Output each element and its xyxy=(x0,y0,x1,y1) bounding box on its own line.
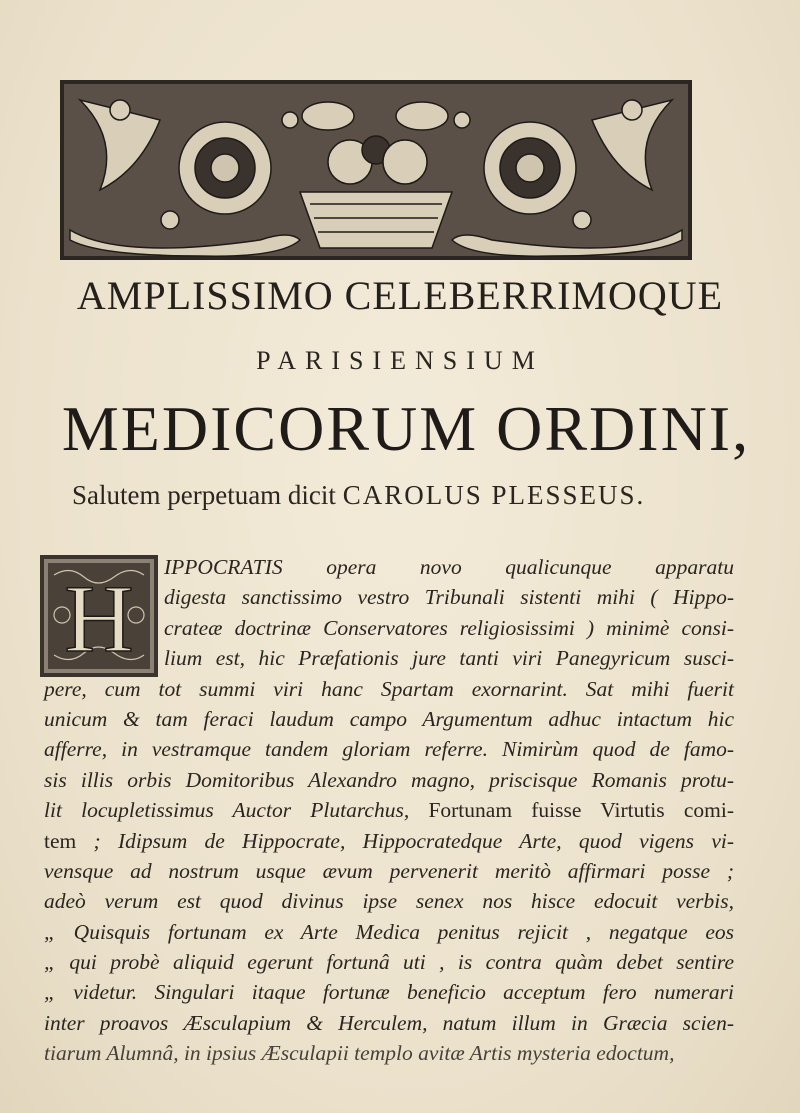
initial-letter: H xyxy=(64,565,134,672)
body-line: IPPOCRATIS opera novo qualicunque apparatu xyxy=(164,555,734,579)
body-line: pere, cum tot summi viri hanc Spartam exornarint. Sat mihi fuerit xyxy=(44,676,734,701)
body-line: „ videtur. Singulari itaque fortunæ beneficio acceptum fero numerari xyxy=(44,980,734,1005)
heading-line-3: MEDICORUM ORDINI, xyxy=(61,393,751,464)
body-line: crateæ doctrinæ Conservatores religiosissimi ) minimè consi- xyxy=(164,615,734,640)
body-line: vensque ad nostrum usque ævum pervenerit meritò affirmari posse ; xyxy=(44,858,734,883)
body-line-mixed xyxy=(44,795,734,825)
body-line: tiarum Alumnâ, in ipsius Æsculapii templo avitæ Artis mysteria edoctum, xyxy=(44,1041,675,1066)
body-line: digesta sanctissimo vestro Tribunali sistenti mihi ( Hippo- xyxy=(164,585,734,610)
body-line-italic-rest: ; Idipsum de Hippocrate, Hippocratedque Arte, quod vigens vi- xyxy=(76,828,734,853)
body-line-italic-part: lit locupletissimus Auctor Plutarchus, xyxy=(44,798,410,823)
body-line: inter proavos Æsculapium & Herculem, natum illum in Græcia scien- xyxy=(44,1010,734,1035)
body-line-roman-part: Fortunam fuisse Virtutis comi- xyxy=(428,798,735,823)
heading-line-1: AMPLISSIMO CELEBERRIMOQUE xyxy=(76,273,724,318)
body-line: „ Quisquis fortunam ex Arte Medica penitus rejicit , negatque eos xyxy=(44,919,734,944)
salutation xyxy=(72,480,732,511)
body-line: afferre, in vestramque tandem gloriam referre. Nimirùm quod de famo- xyxy=(44,737,734,762)
salutation-prefix: Salutem perpetuam dicit xyxy=(72,480,336,510)
body-line: adeò verum est quod divinus ipse senex nos hisce edocuit verbis, xyxy=(44,889,734,914)
body-line-mixed xyxy=(44,826,734,856)
ornamental-headpiece xyxy=(60,80,692,260)
salutation-name: CAROLUS PLESSEUS. xyxy=(342,480,646,510)
body-line: lium est, hic Præfationis jure tanti viri Panegyricum susci- xyxy=(164,646,734,671)
heading-line-2: PARISIENSIUM xyxy=(256,346,544,375)
right-bird-icon xyxy=(396,102,448,130)
body-text xyxy=(44,552,734,1069)
body-line: sis illis orbis Domitoribus Alexandro magno, priscisque Romanis protu- xyxy=(44,767,734,792)
basket-icon xyxy=(300,192,452,248)
body-line: „ qui probè aliquid egerunt fortunâ uti , is contra quàm debet sentire xyxy=(44,950,734,975)
body-line-roman-prefix: tem xyxy=(44,828,77,853)
body-line: unicum & tam feraci laudum campo Argumentum adhuc intactum hic xyxy=(44,706,734,731)
left-bird-icon xyxy=(302,102,354,130)
